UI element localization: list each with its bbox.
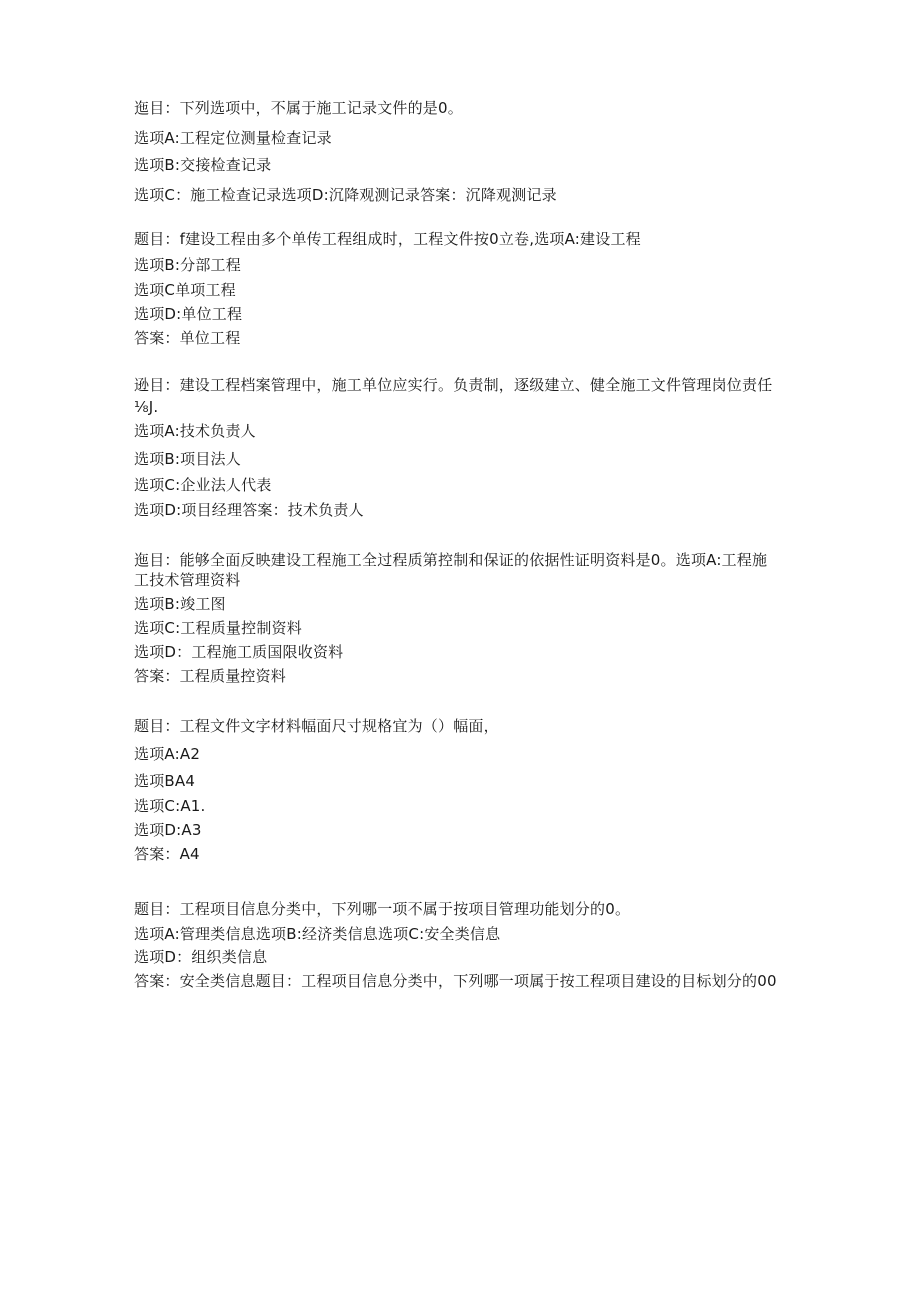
question-4-option-c: 选项C:工程质量控制资料 xyxy=(134,619,302,637)
question-5-answer: 答案：A4 xyxy=(134,845,200,863)
question-2-option-c: 选项C单项工程 xyxy=(134,281,236,299)
question-4-title-cont: 工技术管理资料 xyxy=(134,571,241,589)
question-3-option-d-answer: 选项D:项目经理答案：技术负责人 xyxy=(134,501,364,519)
question-5-option-d: 选项D:A3 xyxy=(134,821,202,839)
question-1-option-a: 选项A:工程定位测量检查记录 xyxy=(134,129,332,147)
question-4-answer: 答案：工程质量控资料 xyxy=(134,667,287,685)
question-1-option-b: 选项B:交接检查记录 xyxy=(134,156,272,174)
question-4-option-b: 选项B:竣工图 xyxy=(134,595,226,613)
question-1-title: 迤目：下列选项中，不属于施工记录文件的是0。 xyxy=(134,99,463,117)
question-5-option-c: 选项C:A1. xyxy=(134,797,206,815)
question-5-title: 题目：工程文件文字材料幅面尺寸规格宜为（）幅面， xyxy=(134,717,499,735)
question-4-option-d: 选项D：工程施工质国限收资料 xyxy=(134,643,344,661)
question-1-option-c-d-answer: 选项C：施工检查记录选项D:沉降观测记录答案：沉降观测记录 xyxy=(134,186,557,204)
question-2-option-d: 选项D:单位工程 xyxy=(134,305,243,323)
question-3-option-a: 选项A:技术负责人 xyxy=(134,422,256,440)
question-2-option-b: 选项B:分部工程 xyxy=(134,256,241,274)
question-6-options-a-c: 选项A:管理类信息选项B:经济类信息选项C:安全类信息 xyxy=(134,925,501,943)
question-3-option-c: 选项C:企业法人代表 xyxy=(134,476,272,494)
question-3-title: 逊目：建设工程档案管理中，施工单位应实行。负责制，逐级建立、健全施工文件管理岗位责任 xyxy=(134,376,773,394)
question-6-answer-and-next: 答案：安全类信息题目：工程项目信息分类中，下列哪一项属于按工程项目建设的目标划分的00 xyxy=(134,972,777,990)
question-6-option-d: 选项D：组织类信息 xyxy=(134,948,268,966)
question-3-title-cont: ⅛J. xyxy=(134,398,159,416)
question-3-option-b: 选项B:项目法人 xyxy=(134,450,241,468)
question-5-option-a: 选项A:A2 xyxy=(134,745,201,763)
question-2-title: 题目：f建设工程由多个单传工程组成时，工程文件按0立卷,选项A:建设工程 xyxy=(134,230,641,248)
question-5-option-b: 选项BA4 xyxy=(134,772,196,790)
question-4-title: 迤目：能够全面反映建设工程施工全过程质第控制和保证的依据性证明资料是0。选项A:工程施 xyxy=(134,551,768,569)
question-6-title: 题目：工程项目信息分类中，下列哪一项不属于按项目管理功能划分的0。 xyxy=(134,900,631,918)
question-2-answer: 答案：单位工程 xyxy=(134,329,241,347)
